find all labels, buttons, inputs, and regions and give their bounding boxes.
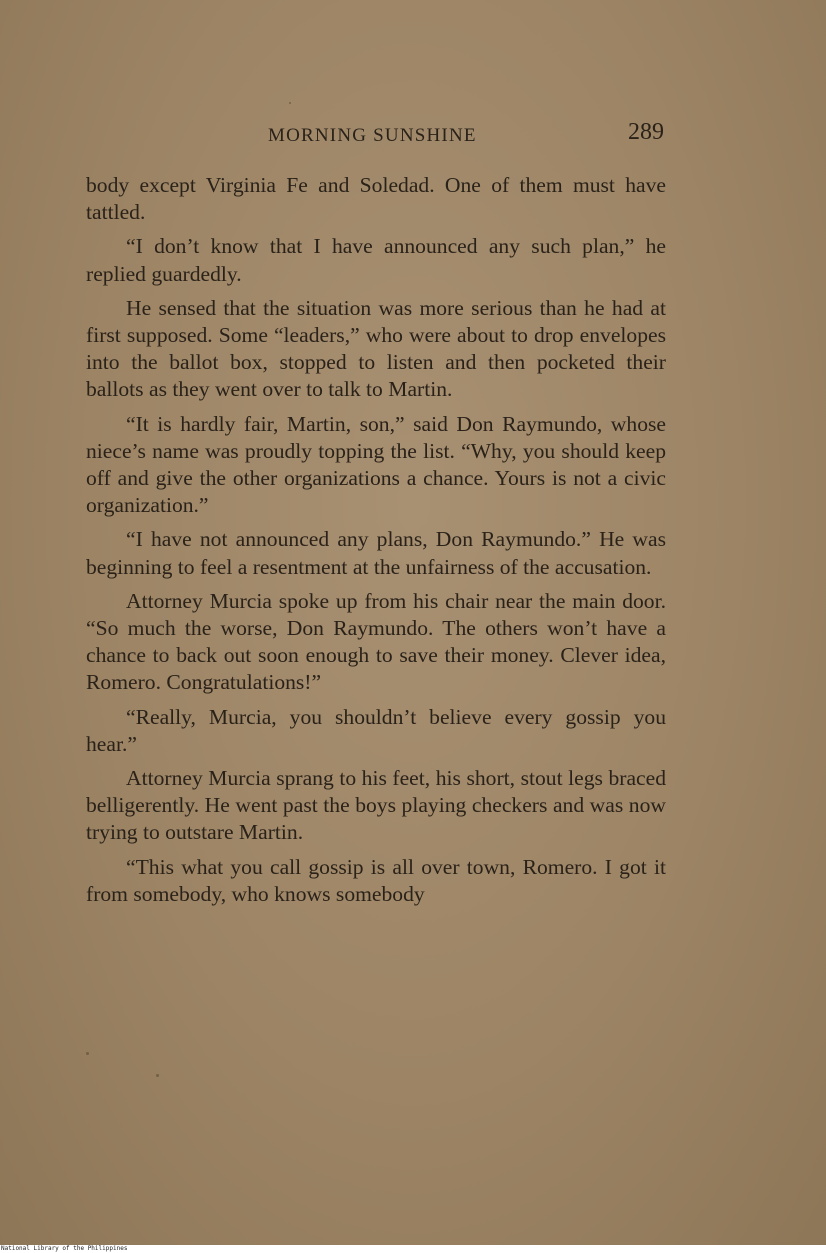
library-credit: National Library of the Philippines [1,1245,128,1252]
paper-speck [86,1052,89,1055]
paper-speck [156,1074,159,1077]
running-title: MORNING SUNSHINE [268,125,477,146]
body-text [86,172,666,915]
page-header [86,119,666,151]
page-number: 289 [628,119,664,145]
paragraph: “It is hardly fair, Martin, son,” said Don Raymundo, whose niece’s name was proudly topping the list. “Why, you should keep off and give the other organizations a chance. Yours is not a civic organization.” [86,411,666,518]
paragraph: body except Virginia Fe and Soledad. One of them must have tattled. [86,173,666,225]
paragraph: Attorney Murcia spoke up from his chair near the main door. “So much the worse, Don Raymundo. The others won’t have a chance to back out soon enough to save their money. Clever idea, Romero. Congratulations!” [86,588,666,695]
paragraph: “Really, Murcia, you shouldn’t believe every gossip you hear.” [86,704,666,756]
paragraph: “I have not announced any plans, Don Raymundo.” He was beginning to feel a resentment at the unfairness of the accusation. [86,527,666,579]
paragraph: Attorney Murcia sprang to his feet, his short, stout legs braced belligerently. He went past the boys playing checkers and was now trying to outstare Martin. [86,766,666,845]
paragraph: “This what you call gossip is all over town, Romero. I got it from somebody, who knows somebody [86,854,666,906]
paper-speck [289,102,291,104]
paragraph: “I don’t know that I have announced any such plan,” he replied guardedly. [86,234,666,286]
paragraph: He sensed that the situation was more serious than he had at first supposed. Some “leaders,” who were about to drop envelopes into the ballot box, stopped to listen and then pocketed their ballots as they went over to talk to Martin. [86,295,666,402]
